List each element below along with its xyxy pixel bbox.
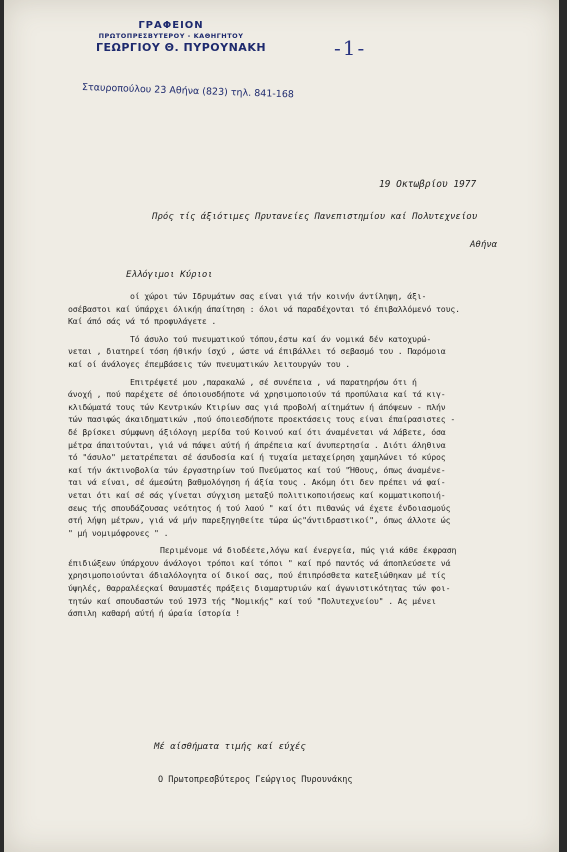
body-line: νεται ότι καί σέ σάς γίνεται σύγχιση μεταξύ πολιτικοποιήσεως καί κομματικοποιή-	[68, 489, 446, 500]
recipient-line-1: Πρός τίς άξιότιμες Πρυτανείες Πανεπιστημίου καί Πολυτεχνείου	[152, 212, 478, 222]
page-number: -1-	[334, 36, 367, 60]
recipient-line-2: Αθήνα	[470, 240, 498, 250]
body-line: άσπιλη καθαρή αύτή ή ώραία ίστορία !	[68, 608, 241, 619]
body-line: ται νά είναι, σέ άμεσώτη βαθμολόγηση ή άξία τους . Ακόμη ότι δεν πρέπει νά φαί-	[68, 477, 446, 488]
body-line: τητών καί σπουδαστών τού 1973 τής "Νομικής" καί τού "Πολυτεχνείου" . Ας μένει	[68, 595, 437, 606]
body-line: Επιτρέψετέ μου ,παρακαλώ , σέ συνέπεια , νά παρατηρήσω ότι ή	[130, 376, 417, 387]
body-line: τό "άσυλο" μετατρέπεται σέ άσυδοσία καί ή τυχαία μεταχείρηση χαμηλώνει τό κύρος	[68, 452, 446, 463]
signature: Ο Πρωτοπρεσβύτερος Γεώργιος Πυρουνάκης	[158, 775, 353, 785]
letter-page	[4, 0, 559, 852]
body-line: τών πασιφώς άκαιδηματικών ,πού όποιεσδήποτε προεκτάσεις τους είναι έπαίρασιστες -	[68, 414, 456, 425]
body-line: μέτρα άπαιτούνται, γιά νά πάψει αύτή ή άπρέπεια καί άνυπερτησία . Διότι άληθινα	[68, 439, 446, 450]
body-line: χρησιμοποιούνται άδιαλόλογητα οί δικοί σας, πού έπιπρόσθετα κατεξιώθηκαν μέ τίς	[68, 570, 446, 581]
body-line: σεως τής σπουδάζουσας νεότητος ή τού λαού " καί ότι πιθανώς νά έχετε ένδοιασμούς	[68, 502, 451, 513]
body-line: κλιδώματά τους τών Κεντρικών Κτιρίων σας γιά προβολή αίτημάτων ή άπόψεων - πλήν	[68, 401, 446, 412]
body-line: νεται , διατηρεί τόση ήθικήν ίσχύ , ώστε νά έπιβάλλει τό σεβασμό του . Παρόμοια	[68, 346, 446, 357]
letter-body	[68, 290, 546, 620]
body-line: έπιδιώξεων ύπάρχουν άνάλογοι τρόποι καί τόποι " καί πρό παντός νά άποπλεύσετε νά	[68, 557, 451, 568]
letterhead-title: ΠΡΩΤΟΠΡΕΣΒΥΤΕΡΟΥ - ΚΑΘΗΓΗΤΟΥ	[98, 32, 244, 40]
body-line: Καί άπό σάς νά τό προφυλάγετε .	[68, 316, 217, 327]
letterhead-stamp	[96, 20, 267, 54]
body-line: " μή νομιμόφρονες " .	[68, 527, 169, 538]
letterhead-office: ΓΡΑΦΕΙΟΝ	[138, 20, 204, 31]
body-line: Περιμένομε νά διοδέετε,λόγω καί ένεργεία, πώς γιά κάθε έκφραση	[160, 545, 457, 556]
letterhead-name: ΓΕΩΡΓΙΟΥ Θ. ΠΥΡΟΥΝΑΚΗ	[96, 41, 267, 54]
body-line: ύψηλές, θαρραλέεςκαί θαυμαστές πράξεις διαμαρτυριών καί άγωνιστικότητας τών φοι-	[68, 583, 451, 594]
body-line: οί χώροι τών Ιδρυμάτων σας είναι γιά τήν κοινήν άντίληψη, άξι-	[130, 291, 427, 301]
body-line: καί τήν άκτινοβολία τών έργαστηρίων τού Πνεύματος καί τού "Ήθους, όπως άναμένε-	[68, 464, 446, 475]
body-line: δέ βρίσκει σύμφωνη άξιόλογη μερίδα τού Κοινού καί ότι άναμένεται νά λάβετε, όσα	[68, 426, 446, 437]
body-line: καί οί άνάλογες έπεμβάσεις τών πνευματικών λειτουργών του .	[68, 358, 350, 369]
greeting: Ελλόγιμοι Κύριοι	[126, 270, 213, 280]
body-line: Τό άσυλο τού πνευματικού τόπου,έστω καί άν νομικά δέν κατοχυρώ-	[130, 333, 432, 344]
letter-date: 19 Οκτωβρίου 1977	[379, 179, 477, 190]
body-line: στή λήψη μέτρων, γιά νά μήν παρεξηγηθείτε τώρα ώς"άντιδραστικοί", όπως άλλοτε ώς	[68, 515, 451, 526]
closing: Μέ αίσθήματα τιμής καί εύχές	[154, 742, 306, 752]
body-line: άνοχή , πού παρέχετε σέ όποιουσδήποτε νά χρησιμοποιούν τά προπύλαια καί τά κιγ-	[68, 389, 446, 400]
letterhead-address: Σταυροπούλου 23 Αθήνα (823) τηλ. 841-168	[81, 82, 295, 101]
body-line: οσέβαστοι καί ύπάρχει όλικήη άπαίτηση : όλοι νά παραδέχονται τό έπιβαλλόμενό τους.	[68, 303, 460, 314]
